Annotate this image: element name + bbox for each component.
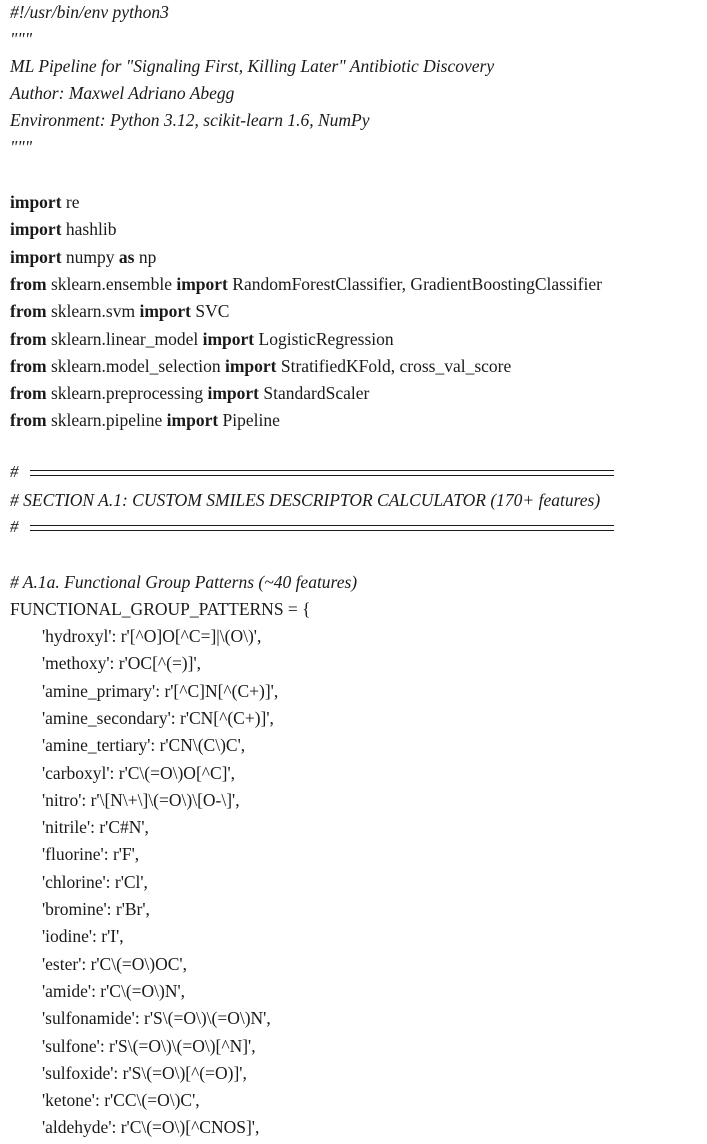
- section-rule-hash-top: #: [10, 462, 19, 481]
- import-names: StratifiedKFold, cross_val_score: [276, 355, 512, 376]
- import-module: sklearn.model_selection: [46, 355, 225, 376]
- docstring-author: Author: Maxwel Adriano Abegg: [10, 83, 235, 103]
- import-keyword: import: [166, 410, 219, 431]
- import-line: [10, 192, 80, 212]
- import-keyword: from: [10, 355, 47, 376]
- import-keyword: from: [10, 383, 47, 404]
- import-keyword: from: [10, 301, 47, 322]
- dict-open-line: FUNCTIONAL_GROUP_PATTERNS = {: [10, 599, 311, 619]
- import-keyword: import: [224, 355, 277, 376]
- import-module: sklearn.preprocessing: [46, 383, 208, 404]
- import-names: RandomForestClassifier, GradientBoostingClassifier: [227, 273, 602, 294]
- section-rule-bottom: [30, 525, 614, 531]
- import-keyword: from: [10, 410, 47, 431]
- pattern-entry: 'carboxyl': r'C\(=O\)O[^C]',: [42, 762, 236, 783]
- docstring-open: """: [10, 29, 33, 49]
- pattern-entry: 'sulfoxide': r'S\(=O\)[^(=O)]',: [42, 1062, 247, 1083]
- import-names: StandardScaler: [259, 383, 370, 404]
- pattern-entry: 'bromine': r'Br',: [42, 899, 150, 919]
- pattern-entry: 'chlorine': r'Cl',: [42, 871, 148, 892]
- import-module: hashlib: [61, 219, 117, 240]
- import-names: LogisticRegression: [254, 328, 394, 349]
- import-line: [10, 219, 116, 239]
- pattern-entry: 'nitro': r'\[N\+\]\(=O\)\[O-\]',: [42, 789, 240, 810]
- pattern-entry: 'amine_secondary': r'CN[^(C+)]',: [42, 707, 274, 728]
- section-title: # SECTION A.1: CUSTOM SMILES DESCRIPTOR CALCULATOR (170+ features): [10, 490, 601, 510]
- pattern-entry: 'iodine': r'I',: [42, 926, 124, 947]
- import-line: [10, 274, 602, 294]
- import-keyword: as: [118, 246, 135, 267]
- import-module: sklearn.svm: [46, 301, 140, 322]
- pattern-entry: 'sulfone': r'S\(=O\)\(=O\)[^N]',: [42, 1035, 256, 1056]
- shebang-line: #!/usr/bin/env python3: [10, 2, 169, 22]
- import-keyword: import: [10, 246, 62, 267]
- pattern-entry: 'nitrile': r'C#N',: [42, 817, 149, 838]
- import-module: sklearn.pipeline: [46, 410, 167, 431]
- import-keyword: import: [10, 219, 62, 240]
- import-keyword: import: [176, 273, 228, 294]
- pattern-entry: 'ketone': r'CC\(=O\)C',: [42, 1090, 200, 1111]
- import-names: SVC: [190, 301, 230, 322]
- pattern-entry: 'amide': r'C\(=O\)N',: [42, 980, 186, 1001]
- pattern-entry: 'aldehyde': r'C\(=O\)[^CNOS]',: [42, 1117, 260, 1138]
- import-line: [10, 301, 229, 321]
- import-keyword: from: [10, 273, 47, 294]
- import-keyword: import: [207, 383, 259, 404]
- subsection-comment: # A.1a. Functional Group Patterns (~40 features): [10, 572, 358, 592]
- import-module: numpy: [61, 246, 119, 267]
- pattern-entry: 'fluorine': r'F',: [42, 844, 140, 865]
- import-line: [10, 410, 280, 430]
- import-line: [10, 383, 369, 403]
- pattern-entry: 'hydroxyl': r'[^O]O[^C=]|\(O\)',: [42, 626, 262, 646]
- import-module: sklearn.linear_model: [46, 328, 203, 349]
- import-line: [10, 329, 394, 349]
- import-names: np: [134, 246, 157, 267]
- import-keyword: import: [10, 192, 62, 212]
- import-module: re: [61, 192, 80, 212]
- import-line: [10, 356, 511, 376]
- pattern-entry: 'sulfonamide': r'S\(=O\)\(=O\)N',: [42, 1008, 271, 1029]
- import-keyword: import: [139, 301, 191, 322]
- docstring-close: """: [10, 137, 33, 157]
- pattern-entry: 'amine_tertiary': r'CN\(C\)C',: [42, 735, 246, 756]
- pattern-entry: 'amine_primary': r'[^C]N[^(C+)]',: [42, 680, 279, 701]
- import-keyword: from: [10, 328, 47, 349]
- import-names: Pipeline: [218, 410, 280, 431]
- import-module: sklearn.ensemble: [46, 273, 177, 294]
- docstring-title: ML Pipeline for "Signaling First, Killing Later" Antibiotic Discovery: [10, 56, 495, 76]
- section-rule-top: [30, 470, 614, 476]
- pattern-entry: 'methoxy': r'OC[^(=)]',: [42, 653, 201, 674]
- import-keyword: import: [202, 328, 255, 349]
- section-rule-hash-bottom: #: [10, 517, 19, 536]
- pattern-entry: 'ester': r'C\(=O\)OC',: [42, 953, 187, 974]
- docstring-environment: Environment: Python 3.12, scikit-learn 1.6, NumPy: [10, 110, 370, 130]
- import-line: [10, 247, 156, 267]
